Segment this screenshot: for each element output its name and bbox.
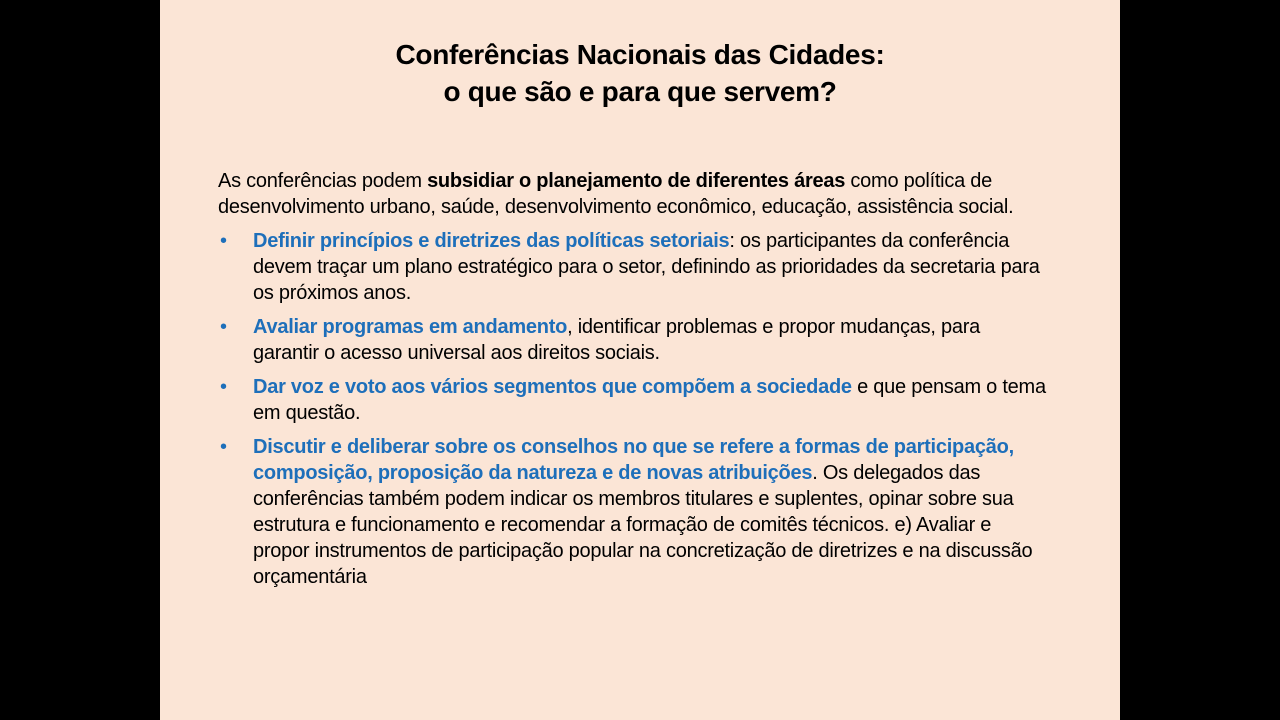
text-segment-normal: As conferências podem (218, 170, 428, 192)
bullet-item (218, 228, 1046, 306)
text-segment-bold: subsidiar o planejamento de diferentes áreas (427, 170, 846, 192)
text-segment-accent-bold: Definir princípios e diretrizes das políticas setoriais (253, 230, 730, 252)
presentation-slide (160, 0, 1120, 720)
slide-title (160, 0, 1120, 110)
text-segment-normal: : os participantes da conferência devem traçar um plano estratégico para o setor, definindo as prioridades da secretaria para os próximos anos. (253, 230, 1040, 304)
bullet-list (218, 228, 1046, 590)
text-segment-accent-bold: Dar voz e voto aos vários segmentos que compõem a sociedade (253, 376, 852, 398)
bullet-marker-icon: • (220, 436, 227, 458)
bullet-marker-icon: • (220, 230, 227, 252)
bullet-item (218, 434, 1046, 590)
text-segment-accent-bold: Discutir e deliberar sobre os conselhos no que se refere a formas de participação, composição, proposição da natureza e de novas atribuições (253, 436, 1014, 484)
text-segment-accent-bold: Avaliar programas em andamento (253, 316, 568, 338)
bullet-marker-icon: • (220, 316, 227, 338)
text-segment-normal: , identificar problemas e propor mudanças, para garantir o acesso universal aos direitos sociais. (253, 316, 981, 364)
slide-title-line-2: o que são e para que servem? (443, 76, 837, 107)
bullet-item (218, 374, 1046, 426)
text-segment-normal: como política de desenvolvimento urbano, saúde, desenvolvimento econômico, educação, assistência social. (218, 170, 1014, 218)
intro-paragraph (218, 168, 1046, 220)
slide-body (218, 168, 1046, 590)
text-segment-normal: . Os delegados das conferências também podem indicar os membros titulares e suplentes, opinar sobre sua estrutura e funcionamento e recomendar a formação de comitês técnicos. e) Avaliar e propor instrumentos de participação popular na concretização de diretrizes e na discussão orçamentária (253, 462, 1033, 588)
slide-title-line-1: Conferências Nacionais das Cidades: (395, 39, 885, 70)
bullet-item (218, 314, 1046, 366)
text-segment-normal: e que pensam o tema em questão. (253, 376, 1046, 424)
bullet-marker-icon: • (220, 376, 227, 398)
